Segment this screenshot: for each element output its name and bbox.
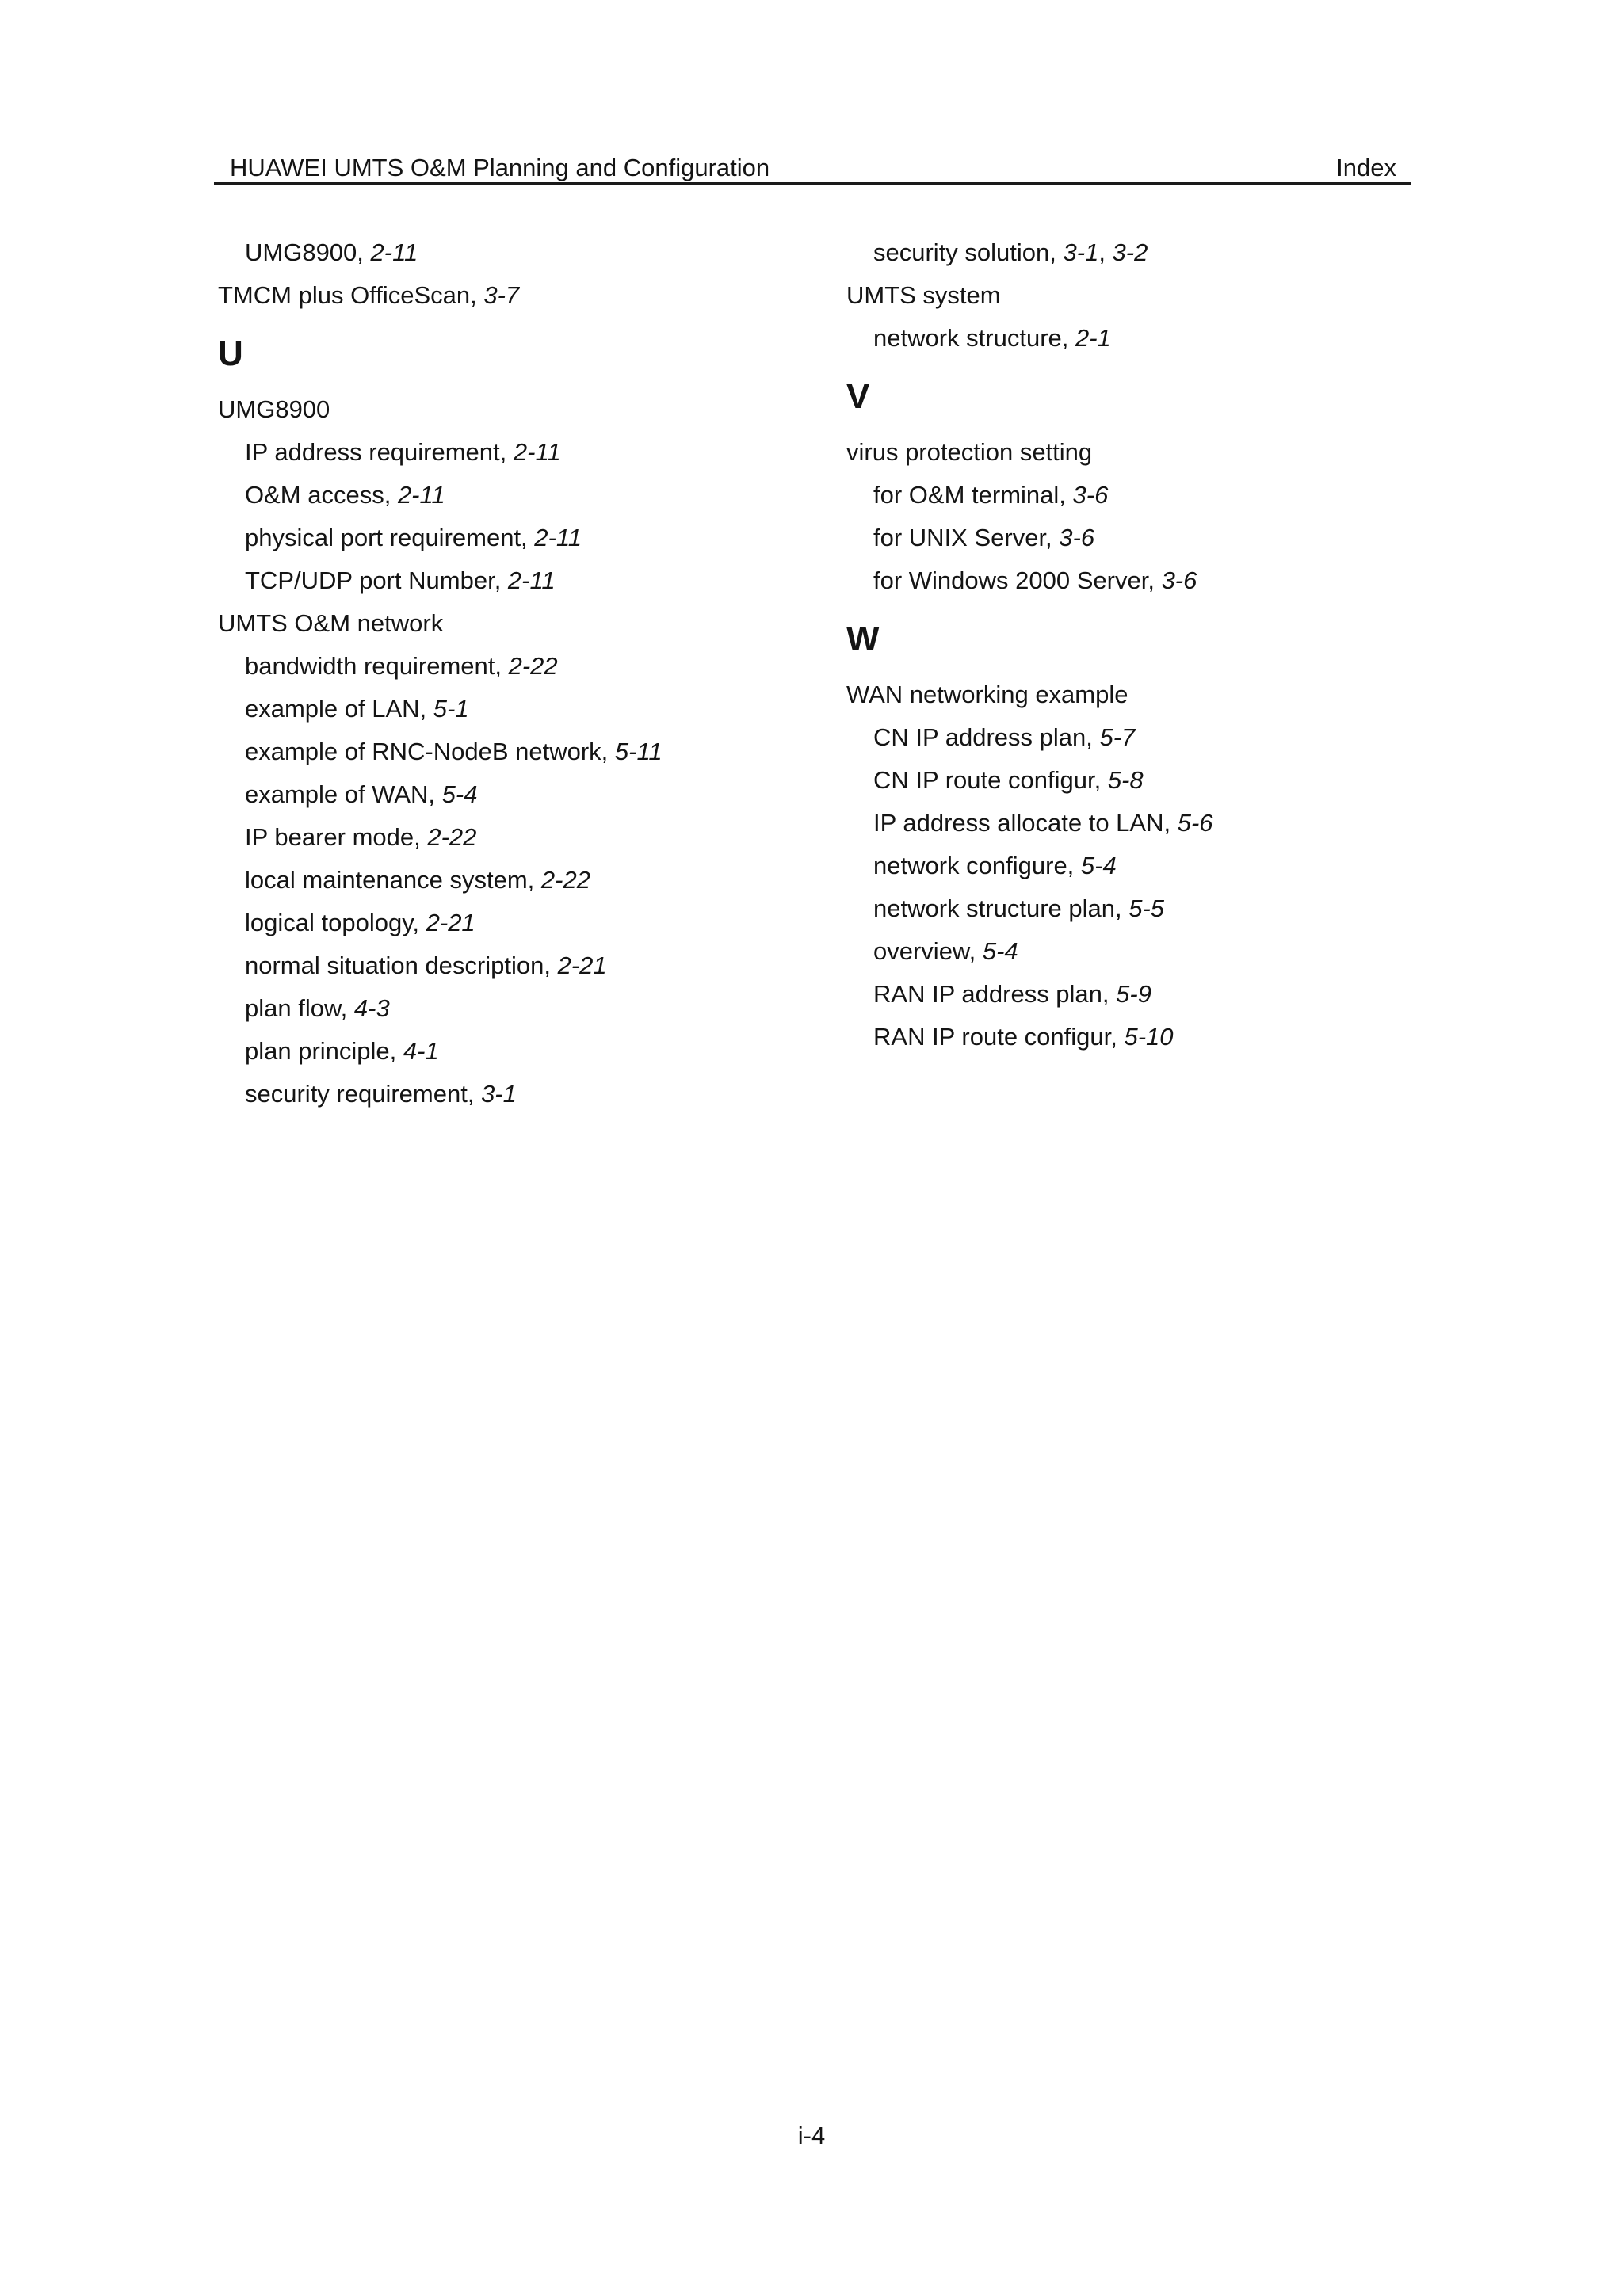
index-subentry: [218, 737, 663, 767]
index-subentry: [218, 480, 445, 510]
index-term: UMTS O&M network: [218, 609, 444, 637]
index-subentry: [218, 994, 390, 1024]
index-term: IP address requirement,: [245, 438, 514, 466]
index-term: for O&M terminal,: [873, 481, 1073, 509]
index-entry: [846, 437, 1092, 467]
index-term: network structure,: [873, 324, 1075, 352]
section-title: Index: [1336, 154, 1396, 181]
index-term: for Windows 2000 Server,: [873, 566, 1162, 594]
page-reference: 3-2: [1112, 238, 1148, 266]
index-entry: [218, 608, 443, 639]
index-term: overview,: [873, 937, 983, 965]
index-subentry: [218, 1036, 439, 1066]
page-reference: 2-21: [557, 952, 607, 979]
index-term: example of RNC-NodeB network,: [245, 738, 615, 765]
index-term: CN IP route configur,: [873, 766, 1108, 794]
index-term: example of WAN,: [245, 780, 442, 808]
index-term: bandwidth requirement,: [245, 652, 509, 680]
page-reference: 4-3: [353, 994, 390, 1022]
index-term: local maintenance system,: [245, 866, 541, 894]
page-reference: 5-4: [982, 937, 1018, 965]
index-entry: [218, 395, 330, 425]
index-subentry: [846, 936, 1018, 967]
page-reference: 5-8: [1107, 766, 1144, 794]
page-reference: 2-21: [426, 909, 475, 936]
page-reference: 2-11: [397, 481, 445, 509]
index-term: RAN IP route configur,: [873, 1023, 1125, 1051]
page-reference: 2-22: [508, 652, 558, 680]
page-reference: 3-6: [1059, 524, 1095, 551]
index-subentry: [846, 238, 1148, 268]
index-term: UMG8900,: [245, 238, 371, 266]
index-subentry: [846, 1022, 1174, 1052]
index-subentry: [218, 1079, 517, 1109]
index-term: virus protection setting: [846, 438, 1093, 466]
index-term: CN IP address plan,: [873, 723, 1100, 751]
index-subentry: [218, 780, 477, 810]
index-subentry: [218, 651, 558, 681]
index-term: IP bearer mode,: [245, 823, 428, 851]
index-term: UMG8900: [218, 395, 330, 423]
page-reference: 3-7: [483, 281, 520, 309]
page-reference: 5-6: [1177, 809, 1213, 837]
index-term: IP address allocate to LAN,: [873, 809, 1178, 837]
index-subentry: [846, 894, 1164, 924]
page-reference: 2-11: [534, 524, 582, 551]
page-reference: 5-7: [1099, 723, 1136, 751]
index-letter-heading: V: [846, 377, 870, 416]
index-subentry: [846, 723, 1135, 753]
index-subentry: [218, 951, 607, 981]
index-term: plan flow,: [245, 994, 354, 1022]
index-entry: [846, 280, 1001, 311]
page-reference: 3-6: [1161, 566, 1197, 594]
index-term: plan principle,: [245, 1037, 403, 1065]
page-reference: 2-1: [1075, 324, 1111, 352]
page-reference: 2-11: [370, 238, 418, 266]
index-subentry: [846, 979, 1151, 1009]
index-term: UMTS system: [846, 281, 1001, 309]
page-reference: 5-9: [1116, 980, 1151, 1008]
index-subentry: [846, 523, 1094, 553]
page-reference: 5-5: [1128, 894, 1165, 922]
index-term: O&M access,: [245, 481, 398, 509]
page-reference: 5-10: [1124, 1023, 1174, 1051]
page-reference: 3-6: [1072, 481, 1109, 509]
index-term: RAN IP address plan,: [873, 980, 1117, 1008]
reference-separator: ,: [1098, 238, 1113, 266]
index-term: for UNIX Server,: [873, 524, 1060, 551]
index-letter-heading: W: [846, 620, 880, 658]
index-subentry: [846, 851, 1117, 881]
page-reference: 2-11: [513, 438, 561, 466]
index-subentry: [846, 323, 1111, 353]
index-subentry: [846, 765, 1144, 795]
page-reference: 2-11: [507, 566, 556, 594]
page-reference: 5-1: [433, 695, 469, 723]
index-term: network configure,: [873, 852, 1081, 879]
index-term: TCP/UDP port Number,: [245, 566, 508, 594]
index-letter-heading: U: [218, 334, 243, 373]
page-reference: 5-4: [441, 780, 478, 808]
index-subentry: [218, 238, 418, 268]
page-number: i-4: [797, 2122, 826, 2149]
index-subentry: [218, 694, 469, 724]
page-reference: 4-1: [403, 1037, 439, 1065]
index-subentry: [846, 566, 1197, 596]
index-term: logical topology,: [245, 909, 426, 936]
page-header: [214, 151, 1411, 185]
index-subentry: [218, 566, 556, 596]
index-entry: [218, 280, 519, 311]
page-reference: 3-1: [1063, 238, 1099, 266]
index-subentry: [218, 523, 582, 553]
document-title: HUAWEI UMTS O&M Planning and Configuration: [230, 154, 770, 181]
index-term: physical port requirement,: [245, 524, 535, 551]
index-subentry: [846, 480, 1108, 510]
index-subentry: [218, 865, 590, 895]
index-term: normal situation description,: [245, 952, 558, 979]
index-term: security solution,: [873, 238, 1064, 266]
index-subentry: [218, 908, 475, 938]
index-term: network structure plan,: [873, 894, 1129, 922]
index-subentry: [218, 437, 561, 467]
index-term: WAN networking example: [846, 681, 1128, 708]
page-reference: 2-22: [427, 823, 477, 851]
index-entry: [846, 680, 1128, 710]
page-reference: 3-1: [481, 1080, 517, 1108]
page-reference: 2-22: [540, 866, 590, 894]
index-term: security requirement,: [245, 1080, 482, 1108]
index-subentry: [846, 808, 1213, 838]
page-reference: 5-11: [614, 738, 663, 765]
page-reference: 5-4: [1080, 852, 1117, 879]
index-subentry: [218, 822, 476, 852]
index-term: TMCM plus OfficeScan,: [218, 281, 484, 309]
index-term: example of LAN,: [245, 695, 433, 723]
